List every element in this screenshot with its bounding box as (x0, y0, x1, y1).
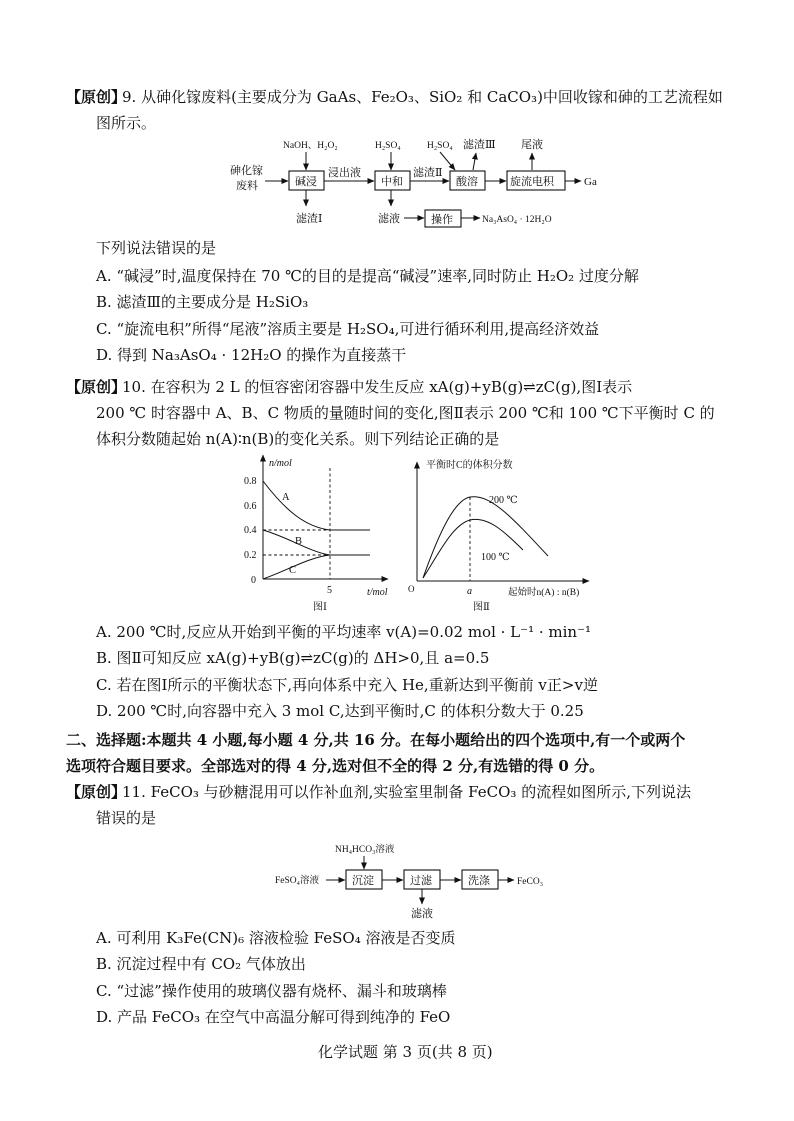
q9-box-leach-label: 碱浸 (295, 176, 317, 188)
fig2-ylabel: 平衡时C的体积分数 (426, 460, 513, 471)
q9-filtrate: 滤液 (378, 213, 400, 225)
q9-stem-line2: 图所示。 (96, 114, 157, 132)
q9-prompt: 下列说法错误的是 (96, 239, 217, 257)
q10-stem-line1: 10. 在容积为 2 L 的恒容密闭容器中发生反应 xA(g)+yB(g)⇌zC(g),图Ⅰ表示 (122, 378, 633, 396)
fig1-ytick: 0.4 (244, 525, 257, 536)
fig1-ytick: 0 (251, 575, 256, 586)
fig1-ytick: 0.2 (244, 550, 257, 561)
fig2-origin: O (408, 584, 415, 594)
q9-option: B. 滤渣Ⅲ的主要成分是 H₂SiO₃ (96, 293, 309, 311)
fig1-ytick: 0.8 (244, 476, 257, 487)
fig1-label-b: B (295, 536, 303, 547)
fig1-caption: 图Ⅰ (313, 602, 327, 613)
q9-product-salt: Na₃AsO₄ · 12H₂O (482, 215, 552, 225)
q11-reagent: NH₄HCO₃溶液 (335, 845, 395, 855)
q11-box-wash-label: 洗涤 (468, 875, 490, 887)
q10-option: C. 若在图Ⅰ所示的平衡状态下,再向体系中充入 He,重新达到平衡前 v正>v逆 (96, 676, 598, 694)
q9-reagent-neutral: H₂SO₄ (375, 141, 401, 151)
q10-stem-line2: 200 ℃ 时容器中 A、B、C 物质的量随时间的变化,图Ⅱ表示 200 ℃和 100 ℃下平衡时 C 的 (96, 404, 715, 422)
q11-tag: 【原创】 (66, 783, 127, 801)
q10-stem-line3: 体积分数随起始 n(A)∶n(B)的变化关系。则下列结论正确的是 (96, 430, 500, 448)
q11-option: D. 产品 FeCO₃ 在空气中高温分解可得到纯净的 FeO (96, 1008, 451, 1026)
q9-option: C. “旋流电积”所得“尾液”溶质主要是 H₂SO₄,可进行循环利用,提高经济效益 (96, 320, 600, 338)
q9-box-acid-label: 酸溶 (456, 176, 478, 188)
q9-box-operation-label: 操作 (431, 214, 453, 226)
q11-option: A. 可利用 K₃Fe(CN)₆ 溶液检验 FeSO₄ 溶液是否变质 (96, 929, 456, 947)
q10-option: B. 图Ⅱ可知反应 xA(g)+yB(g)⇌zC(g)的 ΔH>0,且 a=0.5 (96, 649, 490, 667)
q9-reagent-acid: H₂SO₄ (427, 141, 453, 151)
q9-stem-line1: 9. 从砷化镓废料(主要成分为 GaAs、Fe₂O₃、SiO₂ 和 CaCO₃)中回收镓和砷的工艺流程如 (122, 88, 723, 106)
fig1-ylabel: n/mol (269, 458, 292, 469)
q9-tag: 【原创】 (66, 88, 127, 106)
fig1-xtick: 5 (327, 585, 332, 596)
q11-option: B. 沉淀过程中有 CO₂ 气体放出 (96, 955, 306, 973)
q9-box-neutral-label: 中和 (381, 176, 403, 188)
q11-filtrate: 滤液 (411, 908, 433, 920)
q9-residue3: 滤渣Ⅲ (463, 139, 496, 151)
q9-feed-line1: 砷化镓 (230, 165, 263, 177)
fig2-x-marker: a (467, 586, 472, 597)
q9-mid-label: 浸出液 (328, 167, 361, 179)
q11-box-filter-label: 过滤 (410, 875, 432, 887)
q10-option: A. 200 ℃时,反应从开始到平衡的平均速率 v(A)=0.02 mol · L⁻¹ · min⁻¹ (96, 623, 591, 641)
section2-line2: 选项符合题目要求。全部选对的得 4 分,选对但不全的得 2 分,有选错的得 0 分。 (66, 757, 605, 775)
page-footer: 化学试题 第 3 页(共 8 页) (318, 1043, 493, 1061)
q9-option: D. 得到 Na₃AsO₄ · 12H₂O 的操作为直接蒸干 (96, 346, 407, 364)
fig2-label-200: 200 ℃ (489, 495, 518, 506)
fig2-label-100: 100 ℃ (481, 552, 510, 563)
q10-option: D. 200 ℃时,向容器中充入 3 mol C,达到平衡时,C 的体积分数大于 0.25 (96, 702, 584, 720)
fig2-xlabel: 起始时n(A) : n(B) (508, 588, 580, 598)
q9-feed-line2: 废料 (236, 180, 258, 192)
q9-option: A. “碱浸”时,温度保持在 70 ℃的目的是提高“碱浸”速率,同时防止 H₂O₂ 过度分解 (96, 267, 639, 285)
section2-line1: 二、选择题:本题共 4 小题,每小题 4 分,共 16 分。在每小题给出的四个选项中,有一个或两个 (66, 731, 686, 749)
fig2-caption: 图Ⅱ (473, 602, 490, 613)
q11-box-precip-label: 沉淀 (352, 875, 374, 887)
q9-reagent-leach: NaOH、H₂O₂ (283, 141, 338, 151)
q11-stem-line1: 11. FeCO₃ 与砂糖混用可以作补血剂,实验室里制备 FeCO₃ 的流程如图所示,下列说法 (122, 783, 691, 801)
q9-box-electro-label: 旋流电积 (510, 176, 554, 188)
q11-feed: FeSO₄溶液 (275, 876, 319, 886)
q9-product-ga: Ga (584, 176, 597, 188)
q11-option: C. “过滤”操作使用的玻璃仪器有烧杯、漏斗和玻璃棒 (96, 982, 447, 1000)
q9-residue2: 滤渣Ⅱ (413, 167, 443, 179)
fig1-xlabel: t/mol (367, 587, 388, 598)
q11-product: FeCO₃ (517, 877, 544, 887)
fig1-label-a: A (282, 492, 290, 503)
fig1-label-c: C (289, 565, 297, 576)
q10-tag: 【原创】 (66, 378, 127, 396)
fig1-ytick: 0.6 (244, 501, 257, 512)
q11-stem-line2: 错误的是 (96, 809, 157, 827)
q9-residue1: 滤渣Ⅰ (296, 213, 323, 225)
q9-tail-liquid: 尾液 (521, 139, 543, 151)
